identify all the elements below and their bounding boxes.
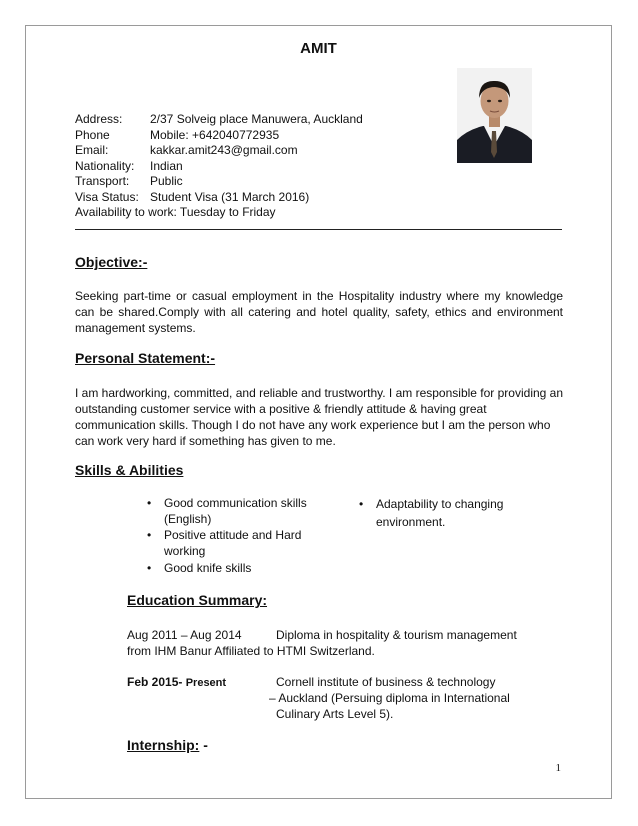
education-detail-2: – Auckland (Persuing diploma in International: [269, 691, 510, 705]
skill-text: Adaptability to changing environment.: [376, 497, 504, 529]
profile-photo: [457, 68, 532, 163]
contact-value-address: 2/37 Solveig place Manuwera, Auckland: [150, 112, 363, 126]
internship-heading-text: Internship:: [127, 737, 200, 753]
candidate-name: AMIT: [300, 40, 337, 57]
contact-label-nationality: Nationality:: [75, 158, 135, 173]
skills-heading: Skills & Abilities: [75, 462, 184, 478]
education-date-2-start: Feb 2015-: [127, 675, 183, 689]
education-date-2: [127, 674, 226, 691]
contact-label-transport: Transport:: [75, 174, 130, 188]
contact-value-visa: Student Visa (31 March 2016): [150, 189, 310, 204]
skill-item: [147, 495, 324, 527]
personal-statement-heading: Personal Statement:-: [75, 350, 216, 366]
skill-item: [359, 495, 516, 531]
objective-heading: Objective:-: [75, 254, 148, 270]
internship-heading: [127, 737, 208, 753]
contact-value-transport: Public: [150, 174, 183, 188]
education-title-2: Cornell institute of business & technology: [276, 675, 496, 689]
skill-text: Good communication skills (English): [164, 496, 307, 526]
contact-label-email: Email:: [75, 143, 109, 157]
section-divider: [75, 229, 562, 230]
bullet-icon: •: [359, 497, 364, 511]
skill-text: Positive attitude and Hard working: [164, 528, 302, 558]
bullet-icon: •: [147, 561, 152, 575]
education-title-1: Diploma in hospitality & tourism management: [276, 628, 517, 642]
availability-text: Availability to work: Tuesday to Friday: [75, 205, 276, 219]
contact-value-phone: Mobile: +642040772935: [150, 127, 280, 142]
skill-item: [147, 527, 314, 559]
education-detail-1: from IHM Banur Affiliated to HTMI Switzerland.: [127, 644, 375, 658]
skill-text: Good knife skills: [164, 561, 252, 575]
education-date-2-present: Present: [185, 677, 227, 689]
education-heading: Education Summary:: [127, 592, 268, 608]
resume-page: [25, 25, 612, 799]
contact-label-phone: Phone: [75, 127, 110, 142]
skill-item: [147, 560, 314, 576]
bullet-icon: •: [147, 496, 152, 510]
internship-heading-suffix: -: [199, 737, 208, 753]
page-number: 1: [555, 762, 561, 774]
education-date-1: Aug 2011 – Aug 2014: [127, 628, 242, 642]
contact-label-address: Address:: [75, 112, 123, 126]
bullet-icon: •: [147, 528, 152, 542]
education-detail-2b: Culinary Arts Level 5).: [276, 707, 394, 721]
contact-value-nationality: Indian: [150, 158, 183, 173]
contact-value-email: kakkar.amit243@gmail.com: [150, 143, 298, 157]
objective-text: Seeking part-time or casual employment in the Hospitality industry where my knowledge can be shared.Comply with all catering and hotel quality, safety, ethics and environment management systems.: [75, 289, 563, 335]
contact-label-visa: Visa Status:: [75, 189, 139, 204]
personal-statement-text: I am hardworking, committed, and reliable and trustworthy. I am responsible for providing an outstanding customer service with a positive & friendly attitude & having great communication skills. Though I do not have any work experience but I am the person who can work very hard if something has given to me.: [75, 386, 564, 448]
